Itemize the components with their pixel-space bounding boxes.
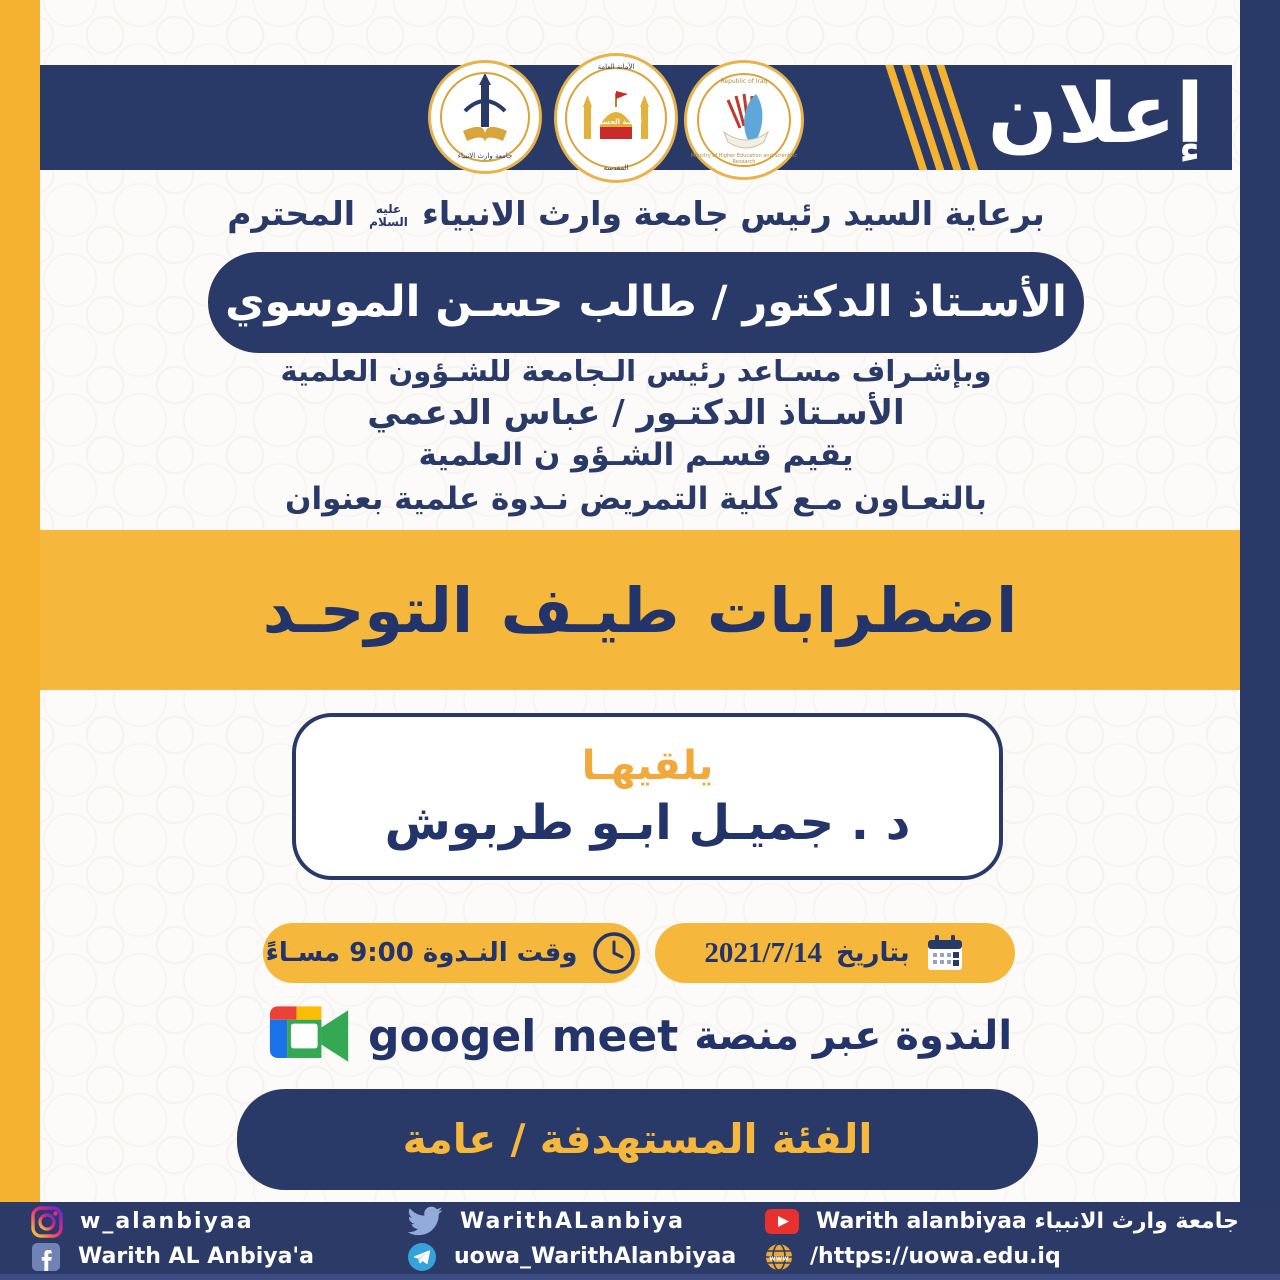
twitter-row <box>406 1207 736 1237</box>
twitter-handle: WarithALanbiya <box>460 1209 685 1234</box>
facebook-icon <box>30 1241 62 1273</box>
speaker-box <box>292 713 1003 880</box>
instagram-handle: w_alanbiyaa <box>80 1209 254 1234</box>
date-pill <box>655 923 1015 983</box>
facebook-row <box>30 1242 314 1272</box>
seminar-title-band <box>40 530 1240 690</box>
university-logo <box>428 60 542 174</box>
supervision-line: وبإشـراف مسـاعد رئيس الـجامعة للشـؤون العلمية <box>280 354 992 388</box>
footer-column-2 <box>406 1204 736 1274</box>
time-label: وقت النـدوة 9:00 مسـاءً <box>265 938 578 968</box>
ministry-logo-line1: Republic of Iraq <box>720 78 768 85</box>
globe-www-icon <box>764 1242 794 1272</box>
sponsorship-suffix: المحترم <box>227 194 356 233</box>
platform-row <box>40 996 1240 1076</box>
time-pill <box>263 923 640 983</box>
university-logo-caption: جامعة وارث الانبياء <box>457 152 513 161</box>
date-label: بتاريخ <box>836 938 910 968</box>
instagram-row <box>30 1207 314 1237</box>
cooperation-line: بالتعـاون مـع كلية التمريض نـدوة علمية بعنوان <box>285 481 987 517</box>
footer-column-1 <box>30 1204 314 1274</box>
twitter-icon <box>406 1206 444 1238</box>
speaker-name: د . جميـل ابـو طربوش <box>384 794 911 851</box>
telegram-handle: uowa_WarithAlanbiyaa <box>454 1244 737 1269</box>
date-value: 2021/7/14 <box>704 936 823 969</box>
right-accent-strip <box>1240 0 1280 1202</box>
announcement-title: إعلان <box>987 67 1204 162</box>
left-accent-strip <box>0 0 40 1202</box>
shrine-logo <box>554 53 678 183</box>
sponsorship-line <box>40 194 1232 233</box>
audience-pill: الفئة المستهدفة / عامة <box>237 1089 1038 1190</box>
website-url: /https://uowa.edu.iq <box>810 1244 1061 1269</box>
instagram-icon <box>30 1205 64 1239</box>
speaker-label: يلقيهـا <box>581 742 714 789</box>
youtube-row <box>764 1207 1239 1237</box>
footer-column-3 <box>764 1204 1239 1274</box>
youtube-icon <box>764 1208 800 1235</box>
platform-text-ar: الندوة عبر منصة <box>694 1013 1013 1059</box>
calendar-icon <box>924 932 966 974</box>
ministry-logo-line2: Ministry of Higher Education and Scientific Research <box>690 153 798 165</box>
svg-text:www: www <box>769 1254 789 1262</box>
assistant-name-line: الأسـتاذ الدكتـور / عباس الدعمي <box>367 393 905 433</box>
organizer-line: يقيم قسـم الشـؤو ن العلمية <box>418 437 854 473</box>
clock-icon <box>591 930 637 976</box>
sponsorship-prefix: برعاية السيد رئيس جامعة وارث الانبياء <box>422 194 1045 233</box>
youtube-name: Warith alanbiyaa جامعة وارث الانبياء <box>816 1209 1239 1234</box>
google-meet-icon <box>268 1004 352 1068</box>
honorific-mark: عليه السلام <box>369 201 408 229</box>
website-row <box>764 1242 1239 1272</box>
footer-social-bar <box>0 1202 1280 1280</box>
shrine-logo-middle-text: للعتبة الحسينية <box>590 118 642 126</box>
telegram-row <box>406 1242 736 1272</box>
seminar-title: اضطرابات طيـف التوحـد <box>262 573 1018 647</box>
telegram-icon <box>406 1241 438 1273</box>
shrine-logo-bottom-text: المقدسة <box>603 164 629 173</box>
ministry-logo <box>684 60 804 180</box>
president-name-pill: الأسـتاذ الدكتور / طالب حسـن الموسوي <box>208 252 1084 353</box>
facebook-name: Warith AL Anbiya'a <box>78 1244 315 1269</box>
platform-text-en: googel meet <box>367 1010 679 1062</box>
shrine-logo-top-text: الأمانة العامة <box>597 63 635 71</box>
